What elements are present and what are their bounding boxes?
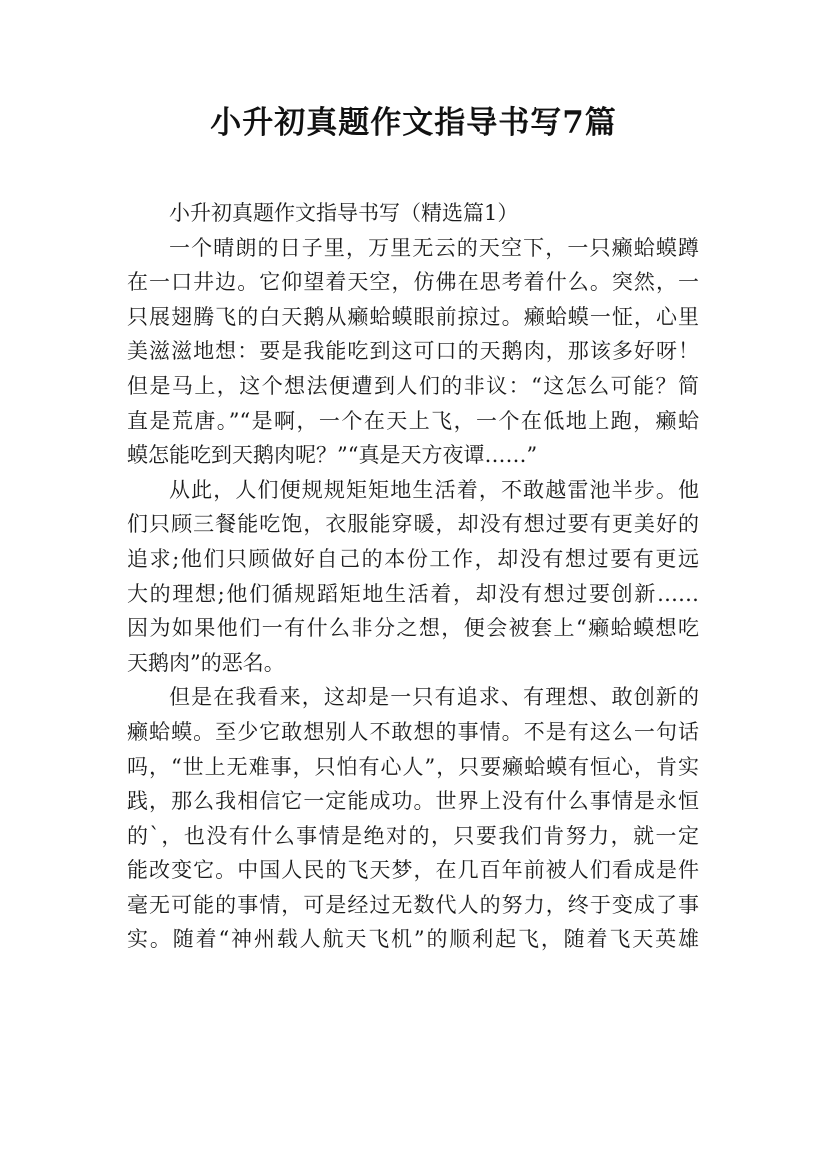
paragraph-line: 从此，人们便规规矩矩地生活着，不敢越雷池半步。他 — [169, 477, 699, 502]
paragraph-3 — [127, 680, 699, 957]
paragraph-line: 在一口井边。它仰望着天空，仿佛在思考着什么。突然，一 — [127, 270, 699, 295]
paragraph-line: 美滋滋地想：要是我能吃到这可口的天鹅肉，那该多好呀！ — [127, 339, 699, 364]
paragraph-line: 一个晴朗的日子里，万里无云的天空下，一只癞蛤蟆蹲 — [169, 235, 699, 260]
paragraph-line: 蟆怎能吃到天鹅肉呢？”“真是天方夜谭……” — [127, 443, 538, 468]
paragraph-line: 直是荒唐。”“是啊，一个在天上飞，一个在低地上跑，癞蛤 — [127, 408, 699, 433]
paragraph-line: 践，那么我相信它一定能成功。世界上没有什么事情是永恒 — [127, 789, 699, 814]
section-heading: 小升初真题作文指导书写（精选篇1） — [169, 201, 519, 225]
paragraph-line: 追求;他们只顾做好自己的本份工作，却没有想过要有更远 — [127, 546, 699, 571]
paragraph-line: 癞蛤蟆。至少它敢想别人不敢想的事情。不是有这么一句话 — [127, 719, 699, 744]
paragraph-line: 能改变它。中国人民的飞天梦，在几百年前被人们看成是件 — [127, 858, 699, 883]
paragraph-line: 大的理想;他们循规蹈矩地生活着，却没有想过要创新…… — [127, 581, 699, 606]
paragraph-line: 但是在我看来，这却是一只有追求、有理想、敢创新的 — [169, 685, 699, 710]
paragraph-2 — [127, 473, 699, 681]
document-body — [127, 196, 699, 957]
paragraph-line: 但是马上，这个想法便遭到人们的非议：“这怎么可能？简 — [127, 373, 699, 398]
paragraph-line: 实。随着“神州载人航天飞机”的顺利起飞，随着飞天英雄 — [127, 927, 699, 952]
paragraph-line: 因为如果他们一有什么非分之想，便会被套上“癞蛤蟆想吃 — [127, 616, 699, 641]
paragraph-line: 吗，“世上无难事，只怕有心人”，只要癞蛤蟆有恒心，肯实 — [127, 754, 699, 779]
paragraph-1 — [127, 231, 699, 473]
paragraph-line: 们只顾三餐能吃饱，衣服能穿暖，却没有想过要有更美好的 — [127, 512, 699, 537]
paragraph-line: 天鹅肉”的恶名。 — [127, 650, 285, 675]
paragraph-line: 毫无可能的事情，可是经过无数代人的努力，终于变成了事 — [127, 892, 699, 917]
paragraph-line: 只展翅腾飞的白天鹅从癞蛤蟆眼前掠过。癞蛤蟆一怔，心里 — [127, 304, 699, 329]
document-title: 小升初真题作文指导书写7篇 — [210, 105, 617, 141]
paragraph-line: 的`，也没有什么事情是绝对的，只要我们肯努力，就一定 — [127, 823, 699, 848]
